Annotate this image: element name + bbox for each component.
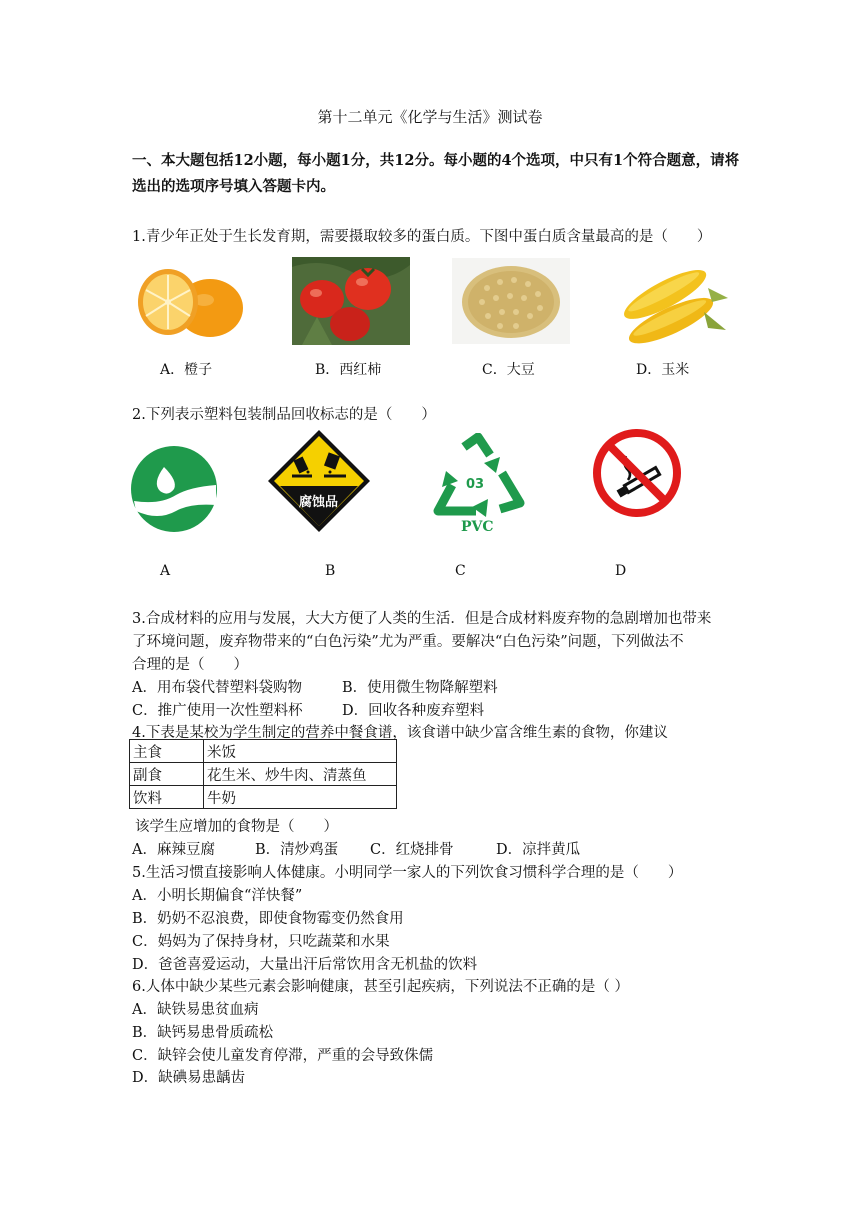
table-cell: 饮料 [130,786,204,809]
q5-option-d: D．爸爸喜爱运动，大量出汗后常饮用含无机盐的饮料 [132,957,478,973]
q1-option-b: B．西红柿 [315,362,382,378]
q2-option-b: B [325,563,336,579]
q6-option-b: B．缺钙易患骨质疏松 [132,1025,274,1041]
table-cell: 米饭 [204,740,397,763]
corrosive-label: 腐蚀品 [299,495,339,510]
q6-option-c: C．缺锌会使儿童发育停滞，严重的会导致侏儒 [132,1048,434,1064]
q6-option-d: D．缺碘易患龋齿 [132,1070,246,1086]
recycle-pvc-label: PVC [461,519,494,535]
q3-line-2: 了环境问题，废弃物带来的“白色污染”尤为严重。要解决“白色污染”问题，下列做法不 [132,634,684,650]
table-row [130,763,397,786]
section-instructions: 一、本大题包括12小题，每小题1分，共12分。每小题的4个选项，中只有1个符合题意，请将选出的选项序号填入答题卡内。 [132,152,740,195]
recycle-pvc-icon [428,433,528,539]
q1-option-c: C．大豆 [482,362,535,378]
q1-option-d: D．玉米 [636,362,690,378]
q3-option-a: A．用布袋代替塑料袋购物 [132,680,302,696]
q5-option-a: A．小明长期偏食“洋快餐” [132,888,303,904]
q6-option-a: A．缺铁易患贫血病 [132,1002,259,1018]
q2-option-d: D [615,563,627,579]
q3-option-d: D．回收各种废弃塑料 [342,703,485,719]
table-cell: 主食 [130,740,204,763]
q5-stem: 5.生活习惯直接影响人体健康。小明同学一家人的下列饮食习惯科学合理的是（ ） [132,865,683,881]
table-row [130,740,397,763]
q1-option-a: A．橙子 [160,362,213,378]
q3-line-1: 3.合成材料的应用与发展，大大方便了人类的生活．但是合成材料废弃物的急剧增加也带来 [132,611,712,627]
q4-option-b: B．清炒鸡蛋 [255,842,339,858]
q2-stem: 2.下列表示塑料包装制品回收标志的是（ ） [132,407,436,423]
orange-image [130,258,248,342]
q1-stem: 1.青少年正处于生长发育期，需要摄取较多的蛋白质。下图中蛋白质含量最高的是（ ） [132,229,712,245]
q3-line-3: 合理的是（ ） [132,657,248,673]
q4-option-c: C．红烧排骨 [370,842,454,858]
q4-stem: 4.下表是某校为学生制定的营养中餐食谱，该食谱中缺少富含维生素的食物，你建议 [132,725,668,741]
page-title: 第十二单元《化学与生活》测试卷 [317,108,543,126]
recycle-number: 03 [466,477,485,492]
soybean-image [452,258,570,344]
q3-option-b: B．使用微生物降解塑料 [342,680,498,696]
q5-option-c: C．妈妈为了保持身材，只吃蔬菜和水果 [132,934,390,950]
q4-after: 该学生应增加的食物是（ ） [135,819,338,835]
q3-option-c: C．推广使用一次性塑料杯 [132,703,303,719]
corrosive-hazard-icon [266,428,372,534]
table-cell: 副食 [130,763,204,786]
q4-option-a: A．麻辣豆腐 [132,842,215,858]
q6-stem: 6.人体中缺少某些元素会影响健康，甚至引起疾病，下列说法不正确的是（ ） [132,979,629,995]
table-cell: 牛奶 [204,786,397,809]
table-cell: 花生米、炒牛肉、清蒸鱼 [204,763,397,786]
corn-image [612,258,730,348]
q2-option-a: A [160,563,171,579]
water-saving-icon [130,445,218,533]
tomato-image [292,257,410,345]
q2-option-c: C [455,563,466,579]
menu-table [129,739,397,809]
no-smoking-icon [592,428,682,518]
table-row [130,786,397,809]
q5-option-b: B．奶奶不忍浪费，即使食物霉变仍然食用 [132,911,404,927]
q4-option-d: D．凉拌黄瓜 [496,842,581,858]
